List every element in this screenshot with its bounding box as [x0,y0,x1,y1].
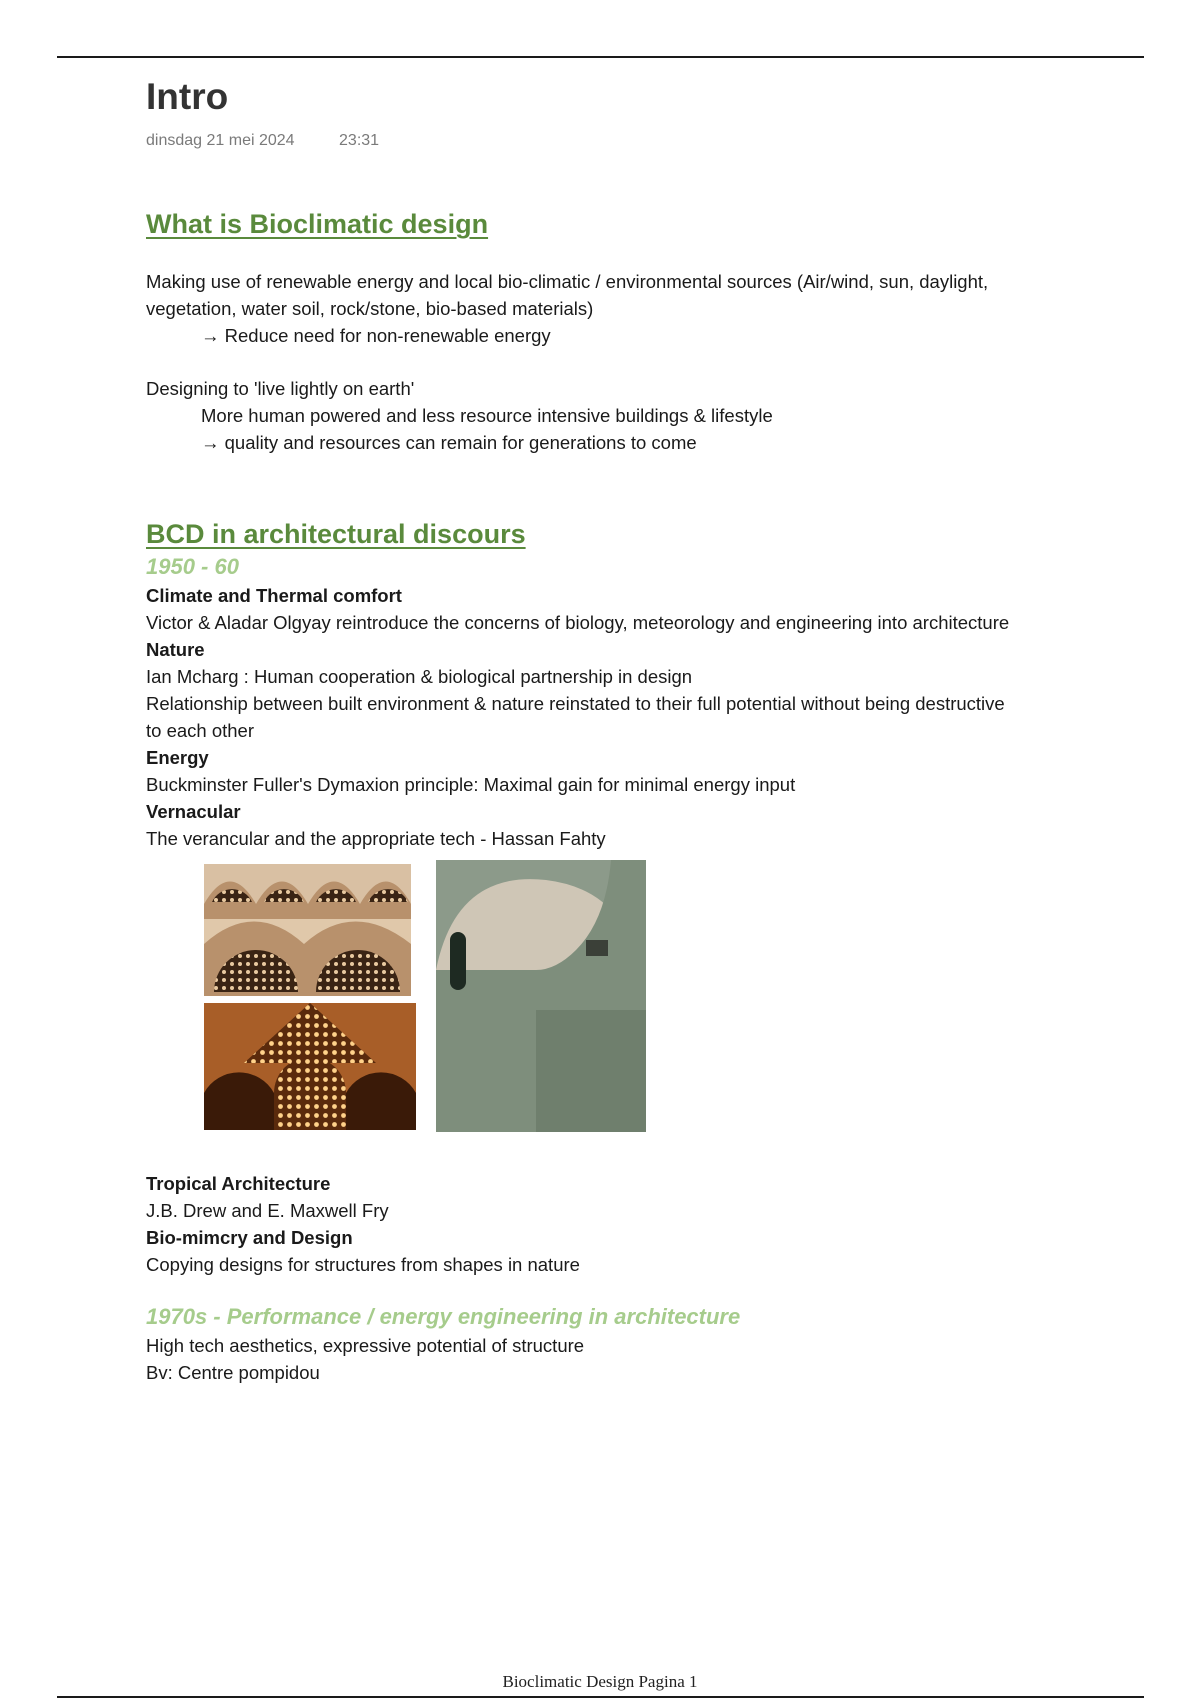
text-line: Buckminster Fuller's Dymaxion principle: Maximal gain for minimal energy input [146,774,796,795]
page-footer: Bioclimatic Design Pagina 1 [502,1672,698,1691]
page-title: Intro [146,76,229,117]
page-meta [146,130,1146,152]
text-line: to each other [146,720,254,741]
text-line: Designing to 'live lightly on earth' [146,378,415,399]
era-heading-1950: 1950 - 60 [146,554,239,579]
text-line: → quality and resources can remain for generations to come [201,432,697,453]
text-line: The verancular and the appropriate tech - Hassan Fahty [146,828,606,849]
topic-title: Vernacular [146,801,241,822]
vernacular-images [146,856,1146,1146]
text-line: Making use of renewable energy and local bio-climatic / environmental sources (Air/wind, sun, daylight, [146,271,989,292]
text-line: Copying designs for structures from shapes in nature [146,1254,580,1275]
page-time: 23:31 [339,132,380,149]
text-line: Ian Mcharg : Human cooperation & biological partnership in design [146,666,693,687]
text-line: J.B. Drew and E. Maxwell Fry [146,1200,389,1221]
text-line: vegetation, water soil, rock/stone, bio-based materials) [146,298,594,319]
topic-title: Tropical Architecture [146,1173,331,1194]
era-heading-1970s: 1970s - Performance / energy engineering in architecture [146,1304,741,1329]
topic-title: Nature [146,639,205,660]
text-line: Bv: Centre pompidou [146,1362,320,1383]
topic-title: Energy [146,747,209,768]
photo-vaulted-roofs [204,864,411,996]
section-heading-bcd: BCD in architectural discours [146,519,526,549]
topic-title: Bio-mimcry and Design [146,1227,353,1248]
page-date: dinsdag 21 mei 2024 [146,132,295,149]
photo-lattice-dome-interior [204,1003,416,1130]
text-line: More human powered and less resource intensive buildings & lifestyle [201,405,773,426]
text-line: Relationship between built environment & nature reinstated to their full potential without being destructive [146,693,1005,714]
photo-mud-dome-exterior [436,860,646,1132]
section-heading-bioclimatic: What is Bioclimatic design [146,209,489,239]
page-content [146,72,1146,1386]
bottom-rule [57,1696,1144,1698]
topic-title: Climate and Thermal comfort [146,585,402,606]
text-line: High tech aesthetics, expressive potential of structure [146,1335,585,1356]
text-line: → Reduce need for non-renewable energy [201,325,551,346]
text-line: Victor & Aladar Olgyay reintroduce the concerns of biology, meteorology and engineering into architecture [146,612,1010,633]
top-rule [57,56,1144,58]
